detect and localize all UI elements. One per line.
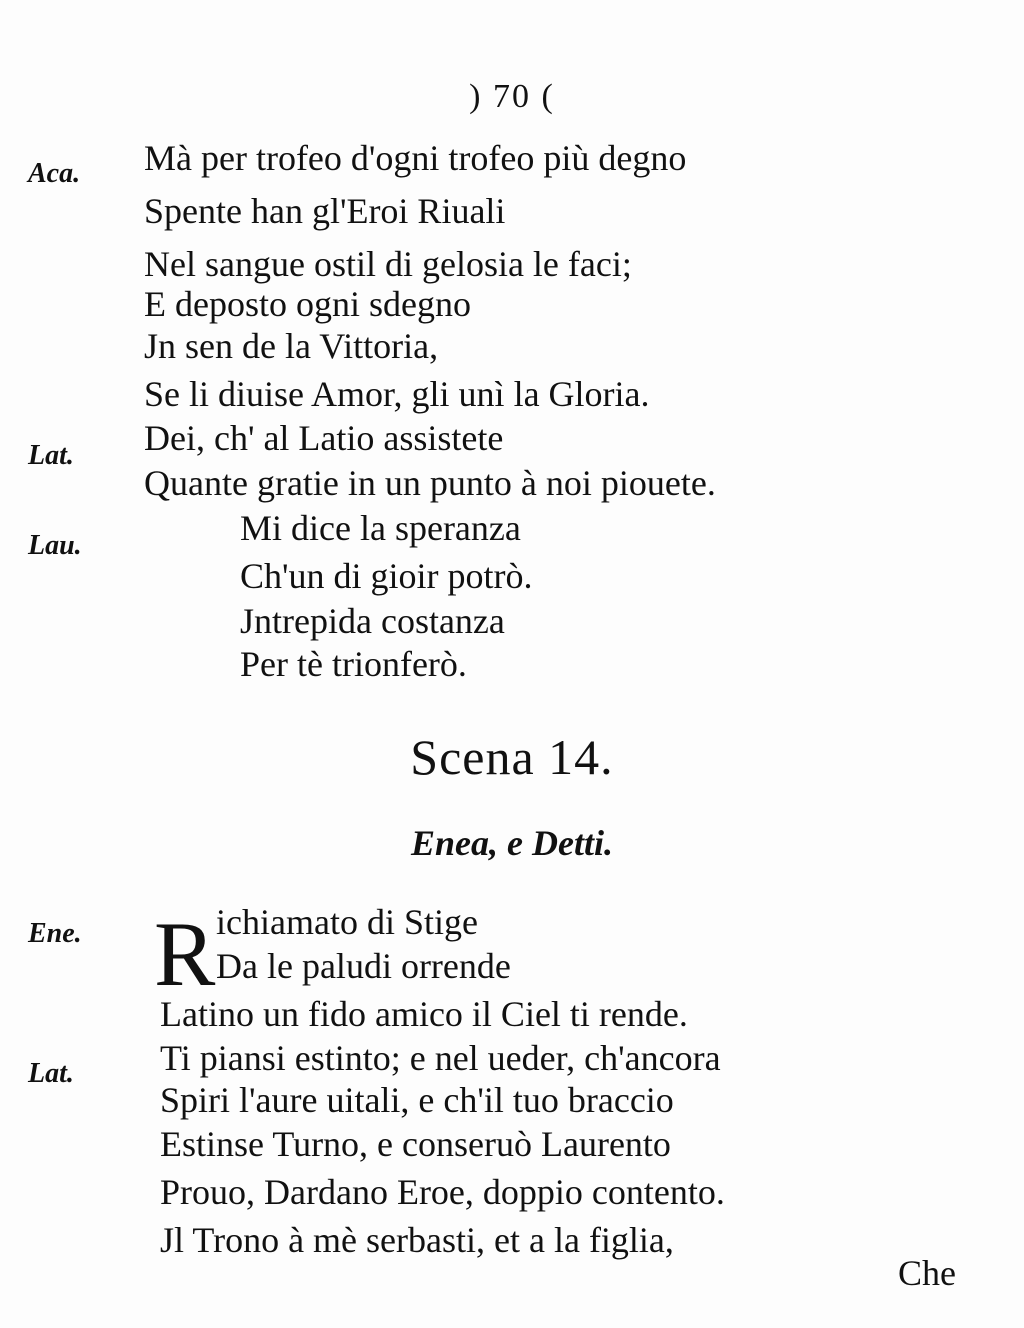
verse-line: Latino un fido amico il Ciel ti rende. — [160, 994, 688, 1034]
verse-line: Mi dice la speranza — [240, 508, 521, 548]
verse-line: E deposto ogni sdegno — [144, 284, 471, 324]
verse-line: Spiri l'aure uitali, e ch'il tuo braccio — [160, 1080, 674, 1120]
verse-line: Nel sangue ostil di gelosia le faci; — [144, 244, 632, 284]
verse-line: Ch'un di gioir potrò. — [240, 556, 533, 596]
speaker-ene: Ene. — [28, 918, 82, 949]
verse-line: Quante gratie in un punto à noi piouete. — [144, 463, 716, 503]
verse-line: Prouo, Dardano Eroe, doppio contento. — [160, 1172, 725, 1212]
verse-line: Estinse Turno, e conseruò Laurento — [160, 1124, 671, 1164]
verse-line: Dei, ch' al Latio assistete — [144, 418, 504, 458]
speaker-lau: Lau. — [28, 530, 82, 561]
verse-line: Da le paludi orrende — [216, 946, 511, 986]
verse-line: Se li diuise Amor, gli unì la Gloria. — [144, 374, 650, 414]
drop-cap-letter: R — [154, 903, 216, 1005]
scene-title: Scena 14. — [410, 729, 614, 785]
speaker-aca: Aca. — [28, 158, 81, 189]
verse-line: Ti piansi estinto; e nel ueder, ch'ancora — [160, 1038, 721, 1078]
page-number: ) 70 ( — [469, 78, 555, 115]
speaker-lat: Lat. — [28, 1058, 74, 1089]
verse-line: ichiamato di Stige — [216, 902, 478, 942]
verse-line: Jl Trono à mè serbasti, et a la figlia, — [160, 1220, 674, 1260]
verse-line: Spente han gl'Eroi Riuali — [144, 191, 506, 231]
speaker-lat: Lat. — [28, 440, 74, 471]
verse-line: Per tè trionferò. — [240, 644, 467, 684]
scene-characters: Enea, e Detti. — [411, 823, 613, 863]
verse-line: Jntrepida costanza — [240, 601, 505, 641]
catchword: Che — [898, 1253, 956, 1293]
verse-line: Mà per trofeo d'ogni trofeo più degno — [144, 138, 687, 178]
verse-line: Jn sen de la Vittoria, — [144, 326, 439, 366]
